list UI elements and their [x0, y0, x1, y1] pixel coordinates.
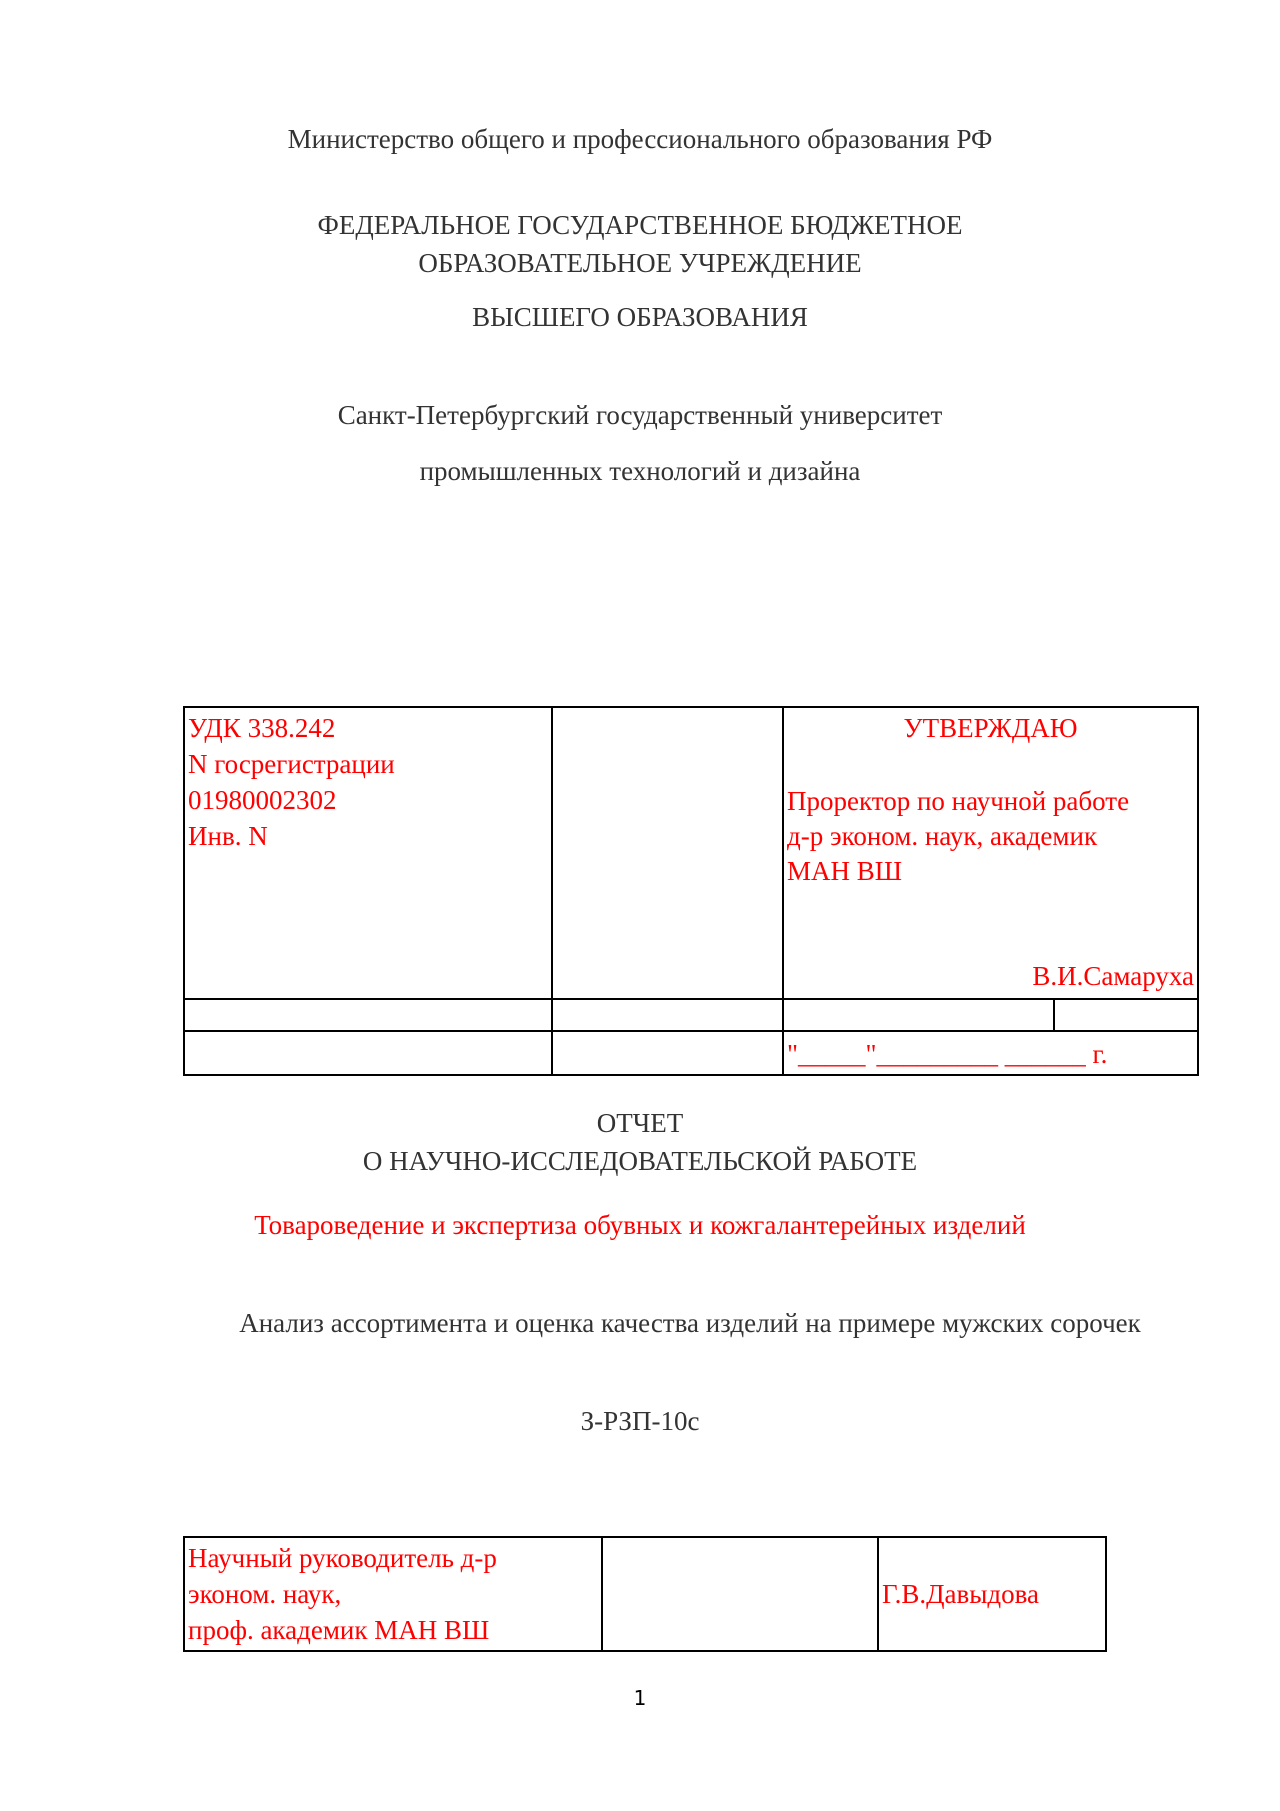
signatory-name: В.И.Самаруха: [1032, 961, 1195, 991]
report-subtitle: О НАУЧНО-ИССЛЕДОВАТЕЛЬСКОЙ РАБОТЕ: [362, 1146, 918, 1176]
page-number: 1: [633, 1686, 647, 1710]
registration-label: N госрегистрации: [188, 749, 395, 779]
university-line-1: Санкт-Петербургский государственный университет: [337, 400, 943, 430]
institution-line-2: ОБРАЗОВАТЕЛЬНОЕ УЧРЕЖДЕНИЕ: [418, 248, 862, 278]
approval-table: [183, 706, 1199, 1076]
empty-cell: [1054, 999, 1198, 1031]
report-topic: Анализ ассортимента и оценка качества изделий на примере мужских сорочек: [239, 1308, 1141, 1338]
registration-number: 01980002302: [188, 785, 337, 815]
supervisor-table: [183, 1536, 1107, 1652]
empty-cell: [184, 1031, 552, 1075]
supervisor-name: Г.В.Давыдова: [882, 1579, 1039, 1609]
institution-line-1: ФЕДЕРАЛЬНОЕ ГОСУДАРСТВЕННОЕ БЮДЖЕТНОЕ: [317, 210, 963, 240]
date-cell: [783, 1031, 1198, 1075]
signature-cell: [602, 1537, 878, 1651]
empty-cell: [552, 1031, 783, 1075]
group-code: З-РЗП-10с: [580, 1406, 700, 1436]
approval-cell: [783, 707, 1198, 999]
university-line-2: промышленных технологий и дизайна: [419, 456, 861, 486]
supervisor-name-cell: [878, 1537, 1106, 1651]
supervisor-role-line-2: эконом. наук,: [188, 1579, 342, 1609]
position-line-1: Проректор по научной работе: [787, 786, 1130, 816]
supervisor-role-line-1: Научный руководитель д-р: [188, 1543, 497, 1573]
ministry-name: Министерство общего и профессионального образования РФ: [287, 124, 993, 154]
date-line: "_____"_________ ______ г.: [787, 1039, 1108, 1069]
supervisor-role-cell: [184, 1537, 602, 1651]
empty-cell: [552, 707, 783, 999]
signature-cell: [783, 999, 1054, 1031]
institution-line-3: ВЫСШЕГО ОБРАЗОВАНИЯ: [472, 302, 808, 332]
empty-cell: [552, 999, 783, 1031]
supervisor-role-line-3: проф. академик МАН ВШ: [188, 1615, 490, 1645]
approve-label: УТВЕРЖДАЮ: [903, 713, 1078, 743]
position-line-3: МАН ВШ: [787, 856, 903, 886]
empty-cell: [184, 999, 552, 1031]
position-line-2: д-р эконом. наук, академик: [787, 821, 1098, 851]
registration-cell: [184, 707, 552, 999]
report-title: ОТЧЕТ: [596, 1108, 684, 1138]
udk-code: УДК 338.242: [188, 713, 336, 743]
discipline-name: Товароведение и экспертиза обувных и кожгалантерейных изделий: [254, 1210, 1026, 1240]
inventory-number: Инв. N: [188, 821, 268, 851]
